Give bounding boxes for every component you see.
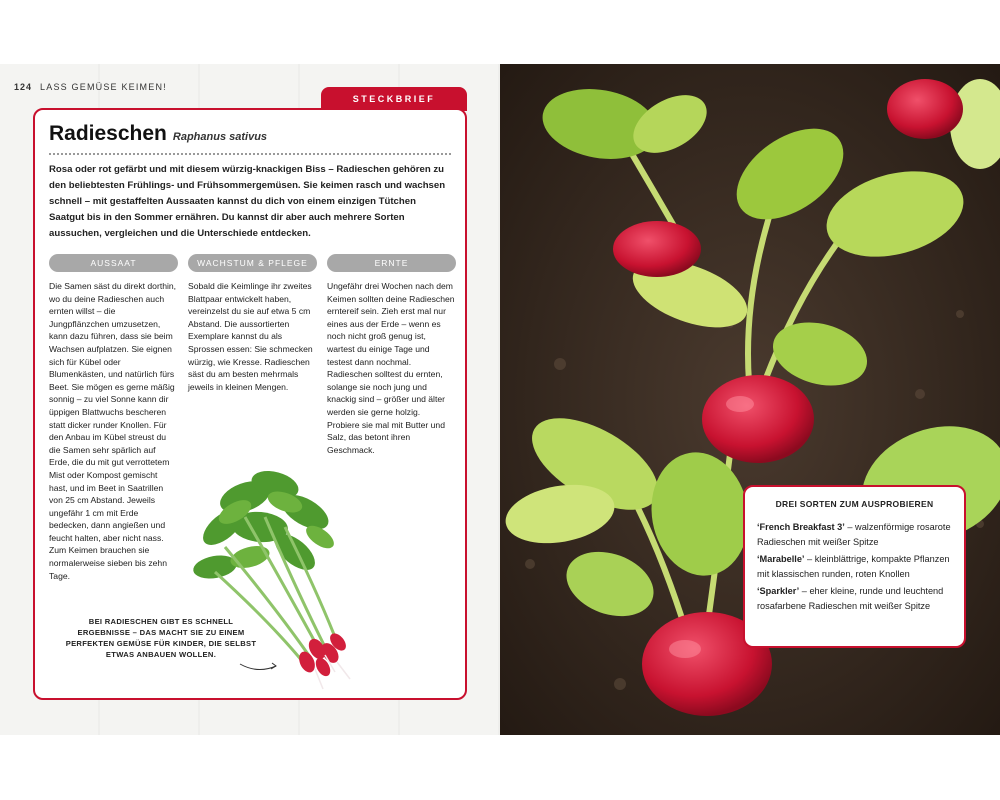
page-header bbox=[14, 82, 167, 92]
variety-item bbox=[757, 584, 952, 613]
page-number: 124 bbox=[14, 82, 33, 92]
variety-desc: – walzenförmige rosarote Radieschen mit weißer Spitze bbox=[757, 522, 951, 547]
dotted-divider bbox=[49, 153, 451, 155]
page-title: Radieschen bbox=[49, 122, 167, 145]
column-text-wachstum: Sobald die Keimlinge ihr zweites Blattpaar entwickelt haben, vereinzelst du sie auf etwa 5 cm Abstand. Die aussortierten Exemplare kannst du als Sprossen essen: Sie schmecken würzig, wie Kresse. Radieschen säst du am besten mehrmals jeweils in kleinen Mengen. bbox=[188, 281, 313, 392]
variety-name: ‘Sparkler’ bbox=[757, 586, 800, 596]
variety-desc: – kleinblättrige, kompakte Pflanzen mit klassischen runden, roten Knollen bbox=[757, 554, 950, 579]
column-text-ernte: Ungefähr drei Wochen nach dem Keimen sollten deine Radieschen erntereif sein. Zieh erst mal nur eines aus der Erde – wenn es noch nicht groß genug ist, wartest du einige Tage und testest dann nochmal. Radieschen solltest du ernten, solange sie noch jung und knackig sind – größer und älter werden sie gerne holzig. Probiere sie mal mit Butter und Salz, das betont ihren Geschmack. bbox=[327, 281, 455, 455]
caption: BEI RADIESCHEN GIBT ES SCHNELL ERGEBNISSE – DAS MACHT SIE ZU EINEM PERFEKTEN GEMÜSE FÜR KINDER, DIE SELBST ETWAS ANBAUEN WOLLEN. bbox=[65, 617, 257, 659]
section-title: LASS GEMÜSE KEIMEN! bbox=[40, 82, 167, 92]
variety-item bbox=[757, 520, 952, 549]
variety-name: ‘French Breakfast 3’ bbox=[757, 522, 845, 532]
varieties-box bbox=[743, 485, 966, 648]
column-heading-aussaat: AUSSAAT bbox=[49, 254, 178, 272]
variety-name: ‘Marabelle’ bbox=[757, 554, 805, 564]
curved-arrow-icon bbox=[238, 658, 280, 676]
varieties-title: DREI SORTEN ZUM AUSPROBIEREN bbox=[775, 499, 934, 509]
title-row bbox=[49, 122, 267, 146]
left-page bbox=[0, 64, 500, 735]
column-heading-wachstum: WACHSTUM & PFLEGE bbox=[188, 254, 317, 272]
column-heading-ernte: ERNTE bbox=[327, 254, 456, 272]
latin-name: Raphanus sativus bbox=[172, 131, 268, 143]
intro-text: Rosa oder rot gefärbt und mit diesem würzig-knackigen Biss – Radieschen gehören zu den beliebtesten Frühlings- und Frühsommergemüsen. Sie keimen rasch und wachsen schnell – mit gestaffelten Aussaaten kannst du dich von einem einzigen Tütchen Saatgut bis in den Sommer ernähren. Du kannst dir aber auch mehrere Sorten aussuchen, vergleichen und die Unterschiede entdecken. bbox=[49, 164, 446, 239]
variety-desc: – eher kleine, runde und leuchtend rosafarbene Radieschen mit weißer Spitze bbox=[757, 586, 944, 611]
steckbrief-tab: STECKBRIEF bbox=[321, 87, 467, 111]
column-text-aussaat: Die Samen säst du direkt dorthin, wo du deine Radieschen auch ernten willst – die Jungpflänzchen umzusetzen, kann dazu führen, dass sie beim Wachsen aufplatzen. Sie eignen sich für Kübel oder Blumenkästen, und natürlich fürs Beet. Sie mögen es gerne mäßig sonnig – zu viel Sonne kann dir üppigen Blattwuchs bescheren statt dicker runder Knollen. Für den Anbau im Kübel streust du die Samen sehr spärlich auf Erde, die du mit gut verrottetem Mist oder Kompost gemischt hast, und im Beet in Saatrillen von 25 cm Abstand. Jeweils ungefähr 1 cm mit Erde bedecken, dann angießen und feucht halten, aber nicht nass. Zum Keimen brauchen sie normalerweise sieben bis zehn Tage. bbox=[49, 281, 177, 581]
variety-item bbox=[757, 552, 952, 581]
